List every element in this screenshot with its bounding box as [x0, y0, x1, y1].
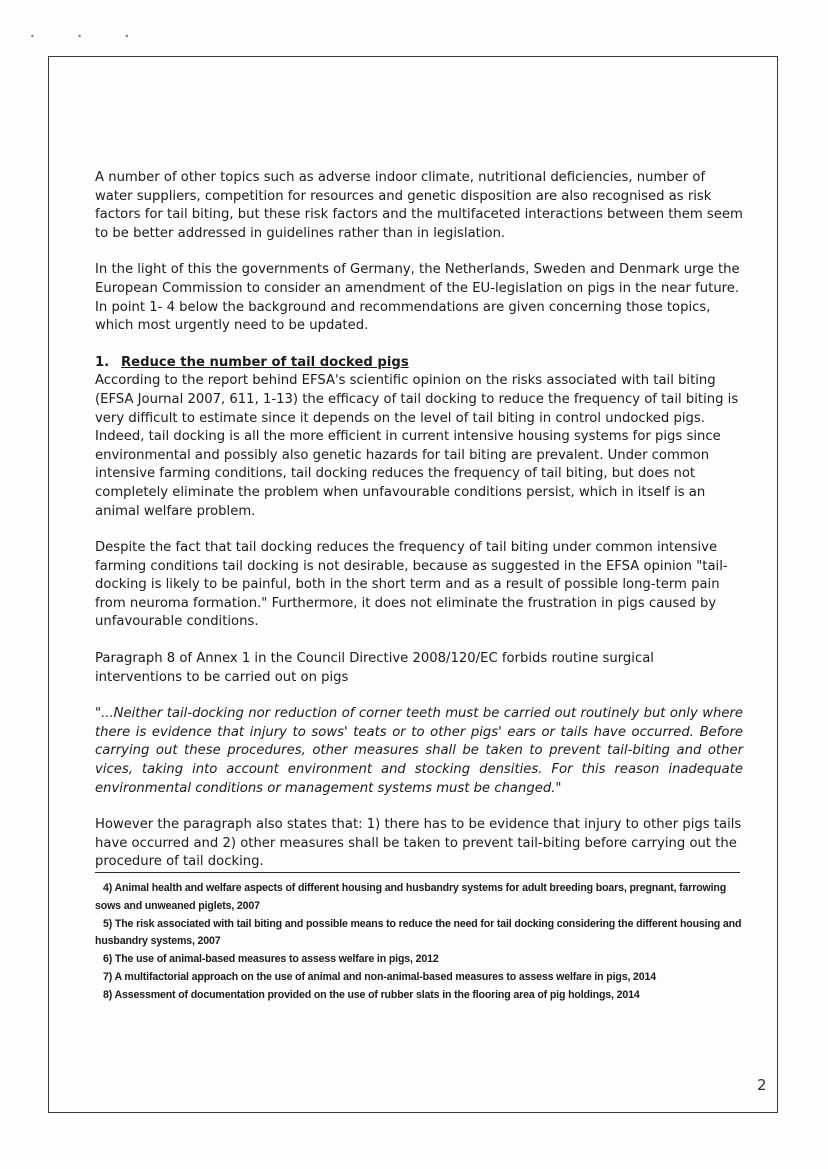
section-title: Reduce the number of tail docked pigs [121, 354, 409, 370]
intro-paragraph: In the light of this the governments of Germany, the Netherlands, Sweden and Denmark urge the European Commission to consider an amendment of the EU-legislation on pigs in the near future. In point 1- 4 below the background and recommendations are given concerning those topics, which most urgently need to be updated. [95, 262, 740, 334]
footnote: 5) The risk associated with tail biting and possible means to reduce the need for tail docking considering the different housing and husbandry systems, 2007 [95, 917, 742, 948]
body-paragraph: Despite the fact that tail docking reduces the frequency of tail biting under common intensive farming conditions tail docking is not desirable, because as suggested in the EFSA opinion "tail-docking is likely to be painful, both in the short term and as a result of possible long-term pain from neuroma formation." Furthermore, it does not eliminate the frustration in pigs caused by unfavourable conditions. [95, 540, 728, 630]
footnote: 7) A multifactorial approach on the use of animal and non-animal-based measures to assess welfare in pigs, 2014 [103, 970, 657, 983]
footnote: 6) The use of animal-based measures to assess welfare in pigs, 2012 [103, 953, 439, 966]
footnote: 4) Animal health and welfare aspects of different housing and husbandry systems for adult breeding boars, pregnant, farrowing sows and unweaned piglets, 2007 [95, 882, 727, 912]
section-heading [95, 354, 743, 373]
page-number: 2 [757, 1076, 767, 1094]
body-paragraph: Paragraph 8 of Annex 1 in the Council Directive 2008/120/EC forbids routine surgical interventions to be carried out on pigs [95, 651, 654, 685]
footnote-divider [95, 872, 740, 873]
directive-quote: "...Neither tail-docking nor reduction of corner teeth must be carried out routinely but only where there is evidence that injury to sows' teats or to other pigs' ears or tails have occurred. Before carrying out these procedures, other measures shall be taken to prevent tail-biting and other vices, taking into account environment and stocking densities. For this reason inadequate environmental conditions or management systems must be changed." [95, 706, 743, 796]
footnote: 8) Assessment of documentation provided on the use of rubber slats in the flooring area of pig holdings, 2014 [103, 988, 640, 1001]
main-content [95, 169, 743, 890]
footnotes [95, 880, 745, 1005]
intro-paragraph: A number of other topics such as adverse indoor climate, nutritional deficiencies, number of water suppliers, competition for resources and genetic disposition are also recognised as risk factors for tail biting, but these risk factors and the multifaceted interactions between them seem to be better addressed in guidelines rather than in legislation. [95, 170, 743, 241]
section-number: 1. [95, 354, 110, 370]
scan-marks: • • • [30, 32, 150, 41]
body-paragraph: However the paragraph also states that: 1) there has to be evidence that injury to other pigs tails have occurred and 2) other measures shall be taken to prevent tail-biting before carrying out the procedure of tail docking. [95, 817, 742, 870]
body-paragraph: According to the report behind EFSA's scientific opinion on the risks associated with tail biting (EFSA Journal 2007, 611, 1-13) the efficacy of tail docking to reduce the frequency of tail biting is very difficult to estimate since it depends on the level of tail biting in control undocked pigs. Indeed, tail docking is all the more efficient in current intensive housing systems for pigs since environmental and possibly also genetic hazards for tail biting are prevalent. Under common intensive farming conditions, tail docking reduces the frequency of tail biting, but does not completely eliminate the problem when unfavourable conditions persist, which in itself is an animal welfare problem. [95, 373, 739, 519]
